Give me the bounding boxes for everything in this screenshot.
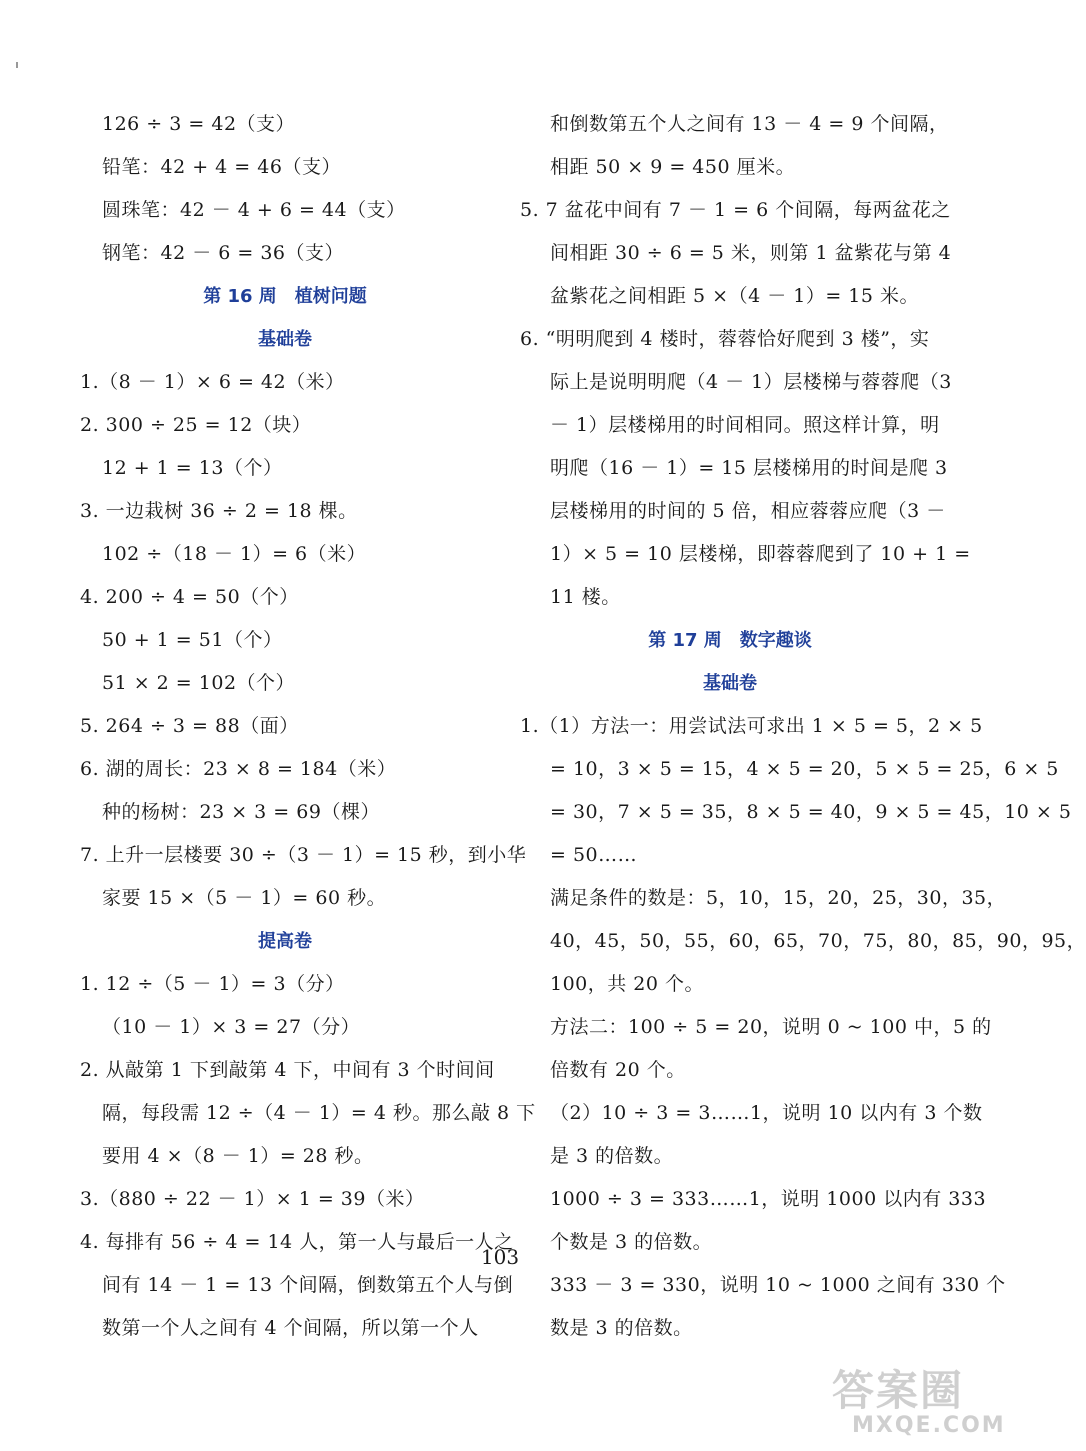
answer-line: 6. “明明爬到 4 楼时，蓉蓉恰好爬到 3 楼”，实: [520, 328, 930, 350]
answer-line: 50 + 1 = 51（个）: [102, 629, 283, 651]
page-number: 103: [480, 1245, 520, 1269]
answer-line: 倍数有 20 个。: [550, 1059, 686, 1081]
answer-line: 数是 3 的倍数。: [550, 1317, 693, 1339]
answer-line: 40，45，50，55，60，65，70，75，80，85，90，95，: [550, 930, 1086, 952]
answer-line: = 50……: [550, 844, 638, 866]
answer-line: 明爬（16 － 1）= 15 层楼梯用的时间是爬 3: [550, 457, 948, 479]
section-title-week16: 第 16 周 植树问题: [203, 286, 367, 307]
answer-line: = 30，7 × 5 = 35，8 × 5 = 40，9 × 5 = 45，10 × 5: [550, 801, 1072, 823]
answer-line: 100，共 20 个。: [550, 973, 705, 995]
answer-line: 方法二：100 ÷ 5 = 20，说明 0 ~ 100 中，5 的: [550, 1016, 992, 1038]
answer-line: 圆珠笔：42 － 4 + 6 = 44（支）: [102, 199, 406, 221]
answer-line: 2. 300 ÷ 25 = 12（块）: [80, 414, 312, 436]
answer-line: 相距 50 × 9 = 450 厘米。: [550, 156, 796, 178]
answer-line: 钢笔：42 － 6 = 36（支）: [102, 242, 345, 264]
answer-line: 102 ÷（18 － 1）= 6（米）: [102, 543, 367, 565]
answer-line: 126 ÷ 3 = 42（支）: [102, 113, 296, 135]
answer-line: （10 － 1）× 3 = 27（分）: [102, 1016, 361, 1038]
answer-line: 11 楼。: [550, 586, 621, 608]
answer-line: 6. 湖的周长：23 × 8 = 184（米）: [80, 758, 397, 780]
answer-line: 1. 12 ÷（5 － 1）= 3（分）: [80, 973, 345, 995]
answer-line: 333 － 3 = 330，说明 10 ~ 1000 之间有 330 个: [550, 1274, 1006, 1296]
answer-line: 1）× 5 = 10 层楼梯，即蓉蓉爬到了 10 + 1 =: [550, 543, 971, 565]
answer-line: 铅笔：42 + 4 = 46（支）: [102, 156, 341, 178]
answer-line: 4. 200 ÷ 4 = 50（个）: [80, 586, 299, 608]
answer-line: 7. 上升一层楼要 30 ÷（3 － 1）= 15 秒，到小华: [80, 844, 527, 866]
answer-line: 间相距 30 ÷ 6 = 5 米，则第 1 盆紫花与第 4: [550, 242, 952, 264]
answer-line: 1000 ÷ 3 = 333……1，说明 1000 以内有 333: [550, 1188, 987, 1210]
answer-line: = 10，3 × 5 = 15，4 × 5 = 20，5 × 5 = 25，6 × 5: [550, 758, 1059, 780]
watermark-logo: [832, 1366, 1006, 1448]
answer-line: 个数是 3 的倍数。: [550, 1231, 713, 1253]
answer-line: 际上是说明明爬（4 － 1）层楼梯与蓉蓉爬（3: [550, 371, 952, 393]
answer-line: 1.（1）方法一：用尝试法可求出 1 × 5 = 5，2 × 5: [520, 715, 983, 737]
answer-line: 12 + 1 = 13（个）: [102, 457, 283, 479]
answer-line: 1.（8 － 1）× 6 = 42（米）: [80, 371, 345, 393]
answer-line: 4. 每排有 56 ÷ 4 = 14 人，第一人与最后一人之: [80, 1231, 514, 1253]
answer-line: 51 × 2 = 102（个）: [102, 672, 296, 694]
answer-line: 2. 从敲第 1 下到敲第 4 下，中间有 3 个时间间: [80, 1059, 495, 1081]
answer-line: 间有 14 － 1 = 13 个间隔，倒数第五个人与倒: [102, 1274, 514, 1296]
answer-line: 满足条件的数是：5，10，15，20，25，30，35，: [550, 887, 1007, 909]
right-column: [520, 103, 1086, 1350]
answer-line: 3.（880 ÷ 22 － 1）× 1 = 39（米）: [80, 1188, 425, 1210]
watermark-top-text: 答案圈: [832, 1366, 965, 1415]
corner-mark: [16, 62, 18, 68]
answer-line: 5. 264 ÷ 3 = 88（面）: [80, 715, 299, 737]
subsection-advanced: 提高卷: [258, 931, 312, 952]
section-title-week17: 第 17 周 数字趣谈: [648, 630, 812, 651]
answer-line: 层楼梯用的时间的 5 倍，相应蓉蓉应爬（3 －: [550, 500, 946, 522]
answer-line: 是 3 的倍数。: [550, 1145, 674, 1167]
answer-line: 隔，每段需 12 ÷（4 － 1）= 4 秒。那么敲 8 下: [102, 1102, 536, 1124]
answer-line: 5. 7 盆花中间有 7 － 1 = 6 个间隔，每两盆花之: [520, 199, 951, 221]
answer-line: 家要 15 ×（5 － 1）= 60 秒。: [102, 887, 387, 909]
answer-line: 要用 4 ×（8 － 1）= 28 秒。: [102, 1145, 374, 1167]
watermark-bottom-text: MXQE.COM: [852, 1413, 1006, 1438]
answer-line: 种的杨树：23 × 3 = 69（棵）: [102, 801, 380, 823]
subsection-basic: 基础卷: [258, 329, 312, 350]
answer-line: 和倒数第五个人之间有 13 － 4 = 9 个间隔，: [550, 113, 949, 135]
answer-line: 盆紫花之间相距 5 ×（4 － 1）= 15 米。: [550, 285, 920, 307]
answer-line: （2）10 ÷ 3 = 3……1，说明 10 以内有 3 个数: [550, 1102, 983, 1124]
subsection-basic: 基础卷: [703, 673, 757, 694]
answer-line: 3. 一边栽树 36 ÷ 2 = 18 棵。: [80, 500, 358, 522]
answer-line: － 1）层楼梯用的时间相同。照这样计算，明: [550, 414, 940, 436]
answer-line: 数第一个人之间有 4 个间隔，所以第一个人: [102, 1317, 479, 1339]
